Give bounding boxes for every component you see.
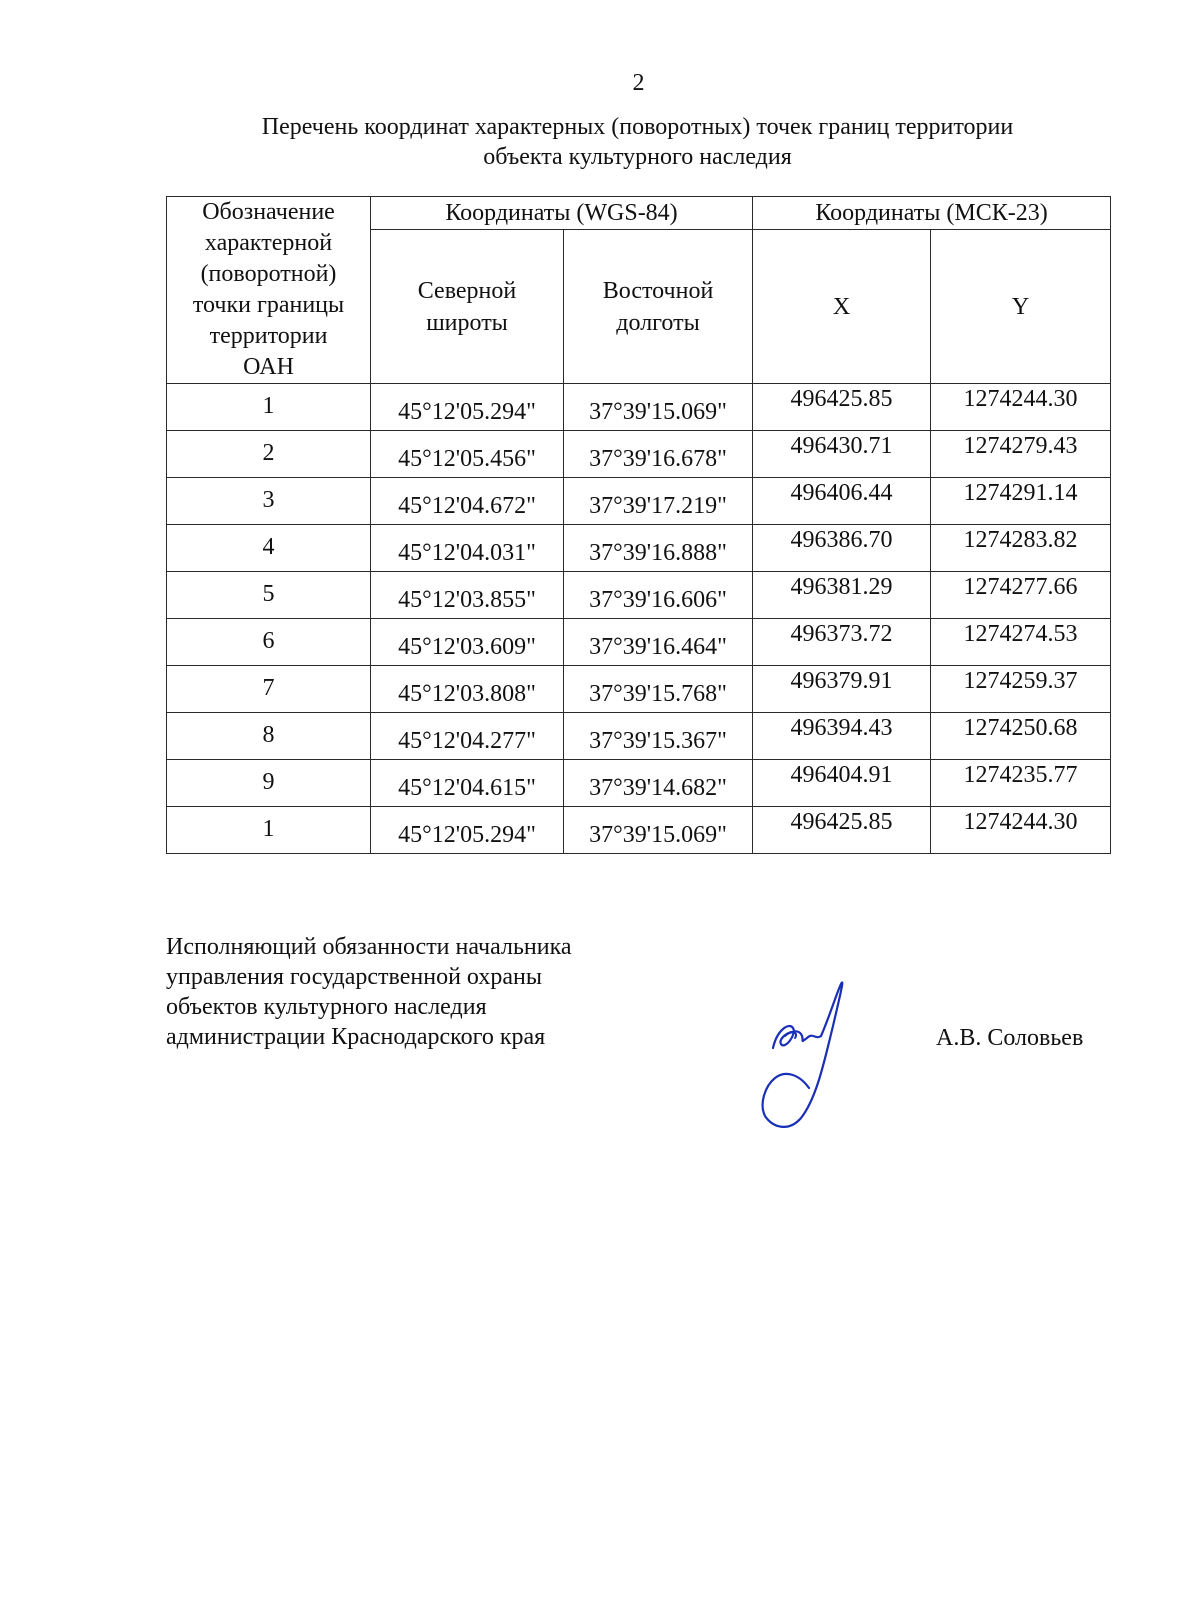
coordinates-table-body (167, 384, 1111, 854)
cell-point-number: 2 (167, 431, 371, 478)
cell-x: 496379.91 (753, 666, 931, 713)
cell-y: 1274250.68 (931, 713, 1111, 760)
cell-longitude: 37°39'15.069" (564, 807, 753, 854)
table-row (167, 760, 1111, 807)
cell-point-number: 5 (167, 572, 371, 619)
cell-longitude: 37°39'17.219" (564, 478, 753, 525)
document-title-line-2: объекта культурного наследия (483, 144, 792, 170)
cell-longitude: 37°39'16.888" (564, 525, 753, 572)
cell-latitude: 45°12'04.031" (371, 525, 564, 572)
table-row (167, 384, 1111, 431)
cell-longitude: 37°39'15.367" (564, 713, 753, 760)
cell-longitude: 37°39'16.678" (564, 431, 753, 478)
table-row (167, 807, 1111, 854)
header-wgs84-group: Координаты (WGS-84) (371, 197, 753, 230)
cell-latitude: 45°12'03.808" (371, 666, 564, 713)
cell-y: 1274259.37 (931, 666, 1111, 713)
signer-name: А.В. Соловьев (936, 1025, 1084, 1051)
document-title (165, 112, 1110, 172)
cell-latitude: 45°12'05.294" (371, 807, 564, 854)
cell-y: 1274244.30 (931, 807, 1111, 854)
header-point-designation: Обозначение характерной (поворотной) точки границы территории ОАН (167, 197, 371, 384)
cell-point-number: 6 (167, 619, 371, 666)
cell-point-number: 4 (167, 525, 371, 572)
cell-x: 496406.44 (753, 478, 931, 525)
cell-point-number: 3 (167, 478, 371, 525)
cell-point-number: 1 (167, 807, 371, 854)
cell-y: 1274283.82 (931, 525, 1111, 572)
cell-x: 496425.85 (753, 807, 931, 854)
page-number: 2 (632, 70, 645, 96)
cell-point-number: 8 (167, 713, 371, 760)
table-row (167, 525, 1111, 572)
cell-latitude: 45°12'03.609" (371, 619, 564, 666)
cell-x: 496404.91 (753, 760, 931, 807)
cell-point-number: 7 (167, 666, 371, 713)
header-longitude: Восточной долготы (564, 230, 753, 384)
cell-y: 1274244.30 (931, 384, 1111, 431)
document-title-line-1: Перечень координат характерных (поворотных) точек границ территории (261, 114, 1014, 140)
cell-latitude: 45°12'05.456" (371, 431, 564, 478)
cell-x: 496386.70 (753, 525, 931, 572)
cell-latitude: 45°12'04.615" (371, 760, 564, 807)
cell-latitude: 45°12'04.277" (371, 713, 564, 760)
signatory-position-line: управления государственной охраны (166, 964, 542, 990)
cell-longitude: 37°39'14.682" (564, 760, 753, 807)
header-y: Y (931, 230, 1111, 384)
coordinates-table (166, 196, 1111, 854)
cell-longitude: 37°39'15.069" (564, 384, 753, 431)
table-row (167, 713, 1111, 760)
cell-point-number: 1 (167, 384, 371, 431)
cell-point-number: 9 (167, 760, 371, 807)
cell-x: 496425.85 (753, 384, 931, 431)
cell-y: 1274291.14 (931, 478, 1111, 525)
cell-latitude: 45°12'04.672" (371, 478, 564, 525)
cell-latitude: 45°12'03.855" (371, 572, 564, 619)
table-row (167, 619, 1111, 666)
cell-longitude: 37°39'16.464" (564, 619, 753, 666)
handwritten-signature (755, 978, 865, 1138)
cell-x: 496373.72 (753, 619, 931, 666)
table-row (167, 478, 1111, 525)
header-x: X (753, 230, 931, 384)
cell-latitude: 45°12'05.294" (371, 384, 564, 431)
cell-x: 496430.71 (753, 431, 931, 478)
cell-y: 1274277.66 (931, 572, 1111, 619)
cell-longitude: 37°39'15.768" (564, 666, 753, 713)
signature-stroke (763, 982, 843, 1126)
signature-stroke (773, 1026, 821, 1048)
signatory-position (166, 932, 572, 1052)
cell-y: 1274274.53 (931, 619, 1111, 666)
cell-x: 496381.29 (753, 572, 931, 619)
table-row (167, 431, 1111, 478)
signatory-position-line: объектов культурного наследия (166, 994, 487, 1020)
cell-longitude: 37°39'16.606" (564, 572, 753, 619)
signatory-position-line: администрации Краснодарского края (166, 1024, 546, 1050)
table-row (167, 572, 1111, 619)
table-row (167, 666, 1111, 713)
header-msk23-group: Координаты (МСК-23) (753, 197, 1111, 230)
cell-y: 1274279.43 (931, 431, 1111, 478)
cell-y: 1274235.77 (931, 760, 1111, 807)
signatory-position-line: Исполняющий обязанности начальника (166, 934, 572, 960)
header-latitude: Северной широты (371, 230, 564, 384)
cell-x: 496394.43 (753, 713, 931, 760)
